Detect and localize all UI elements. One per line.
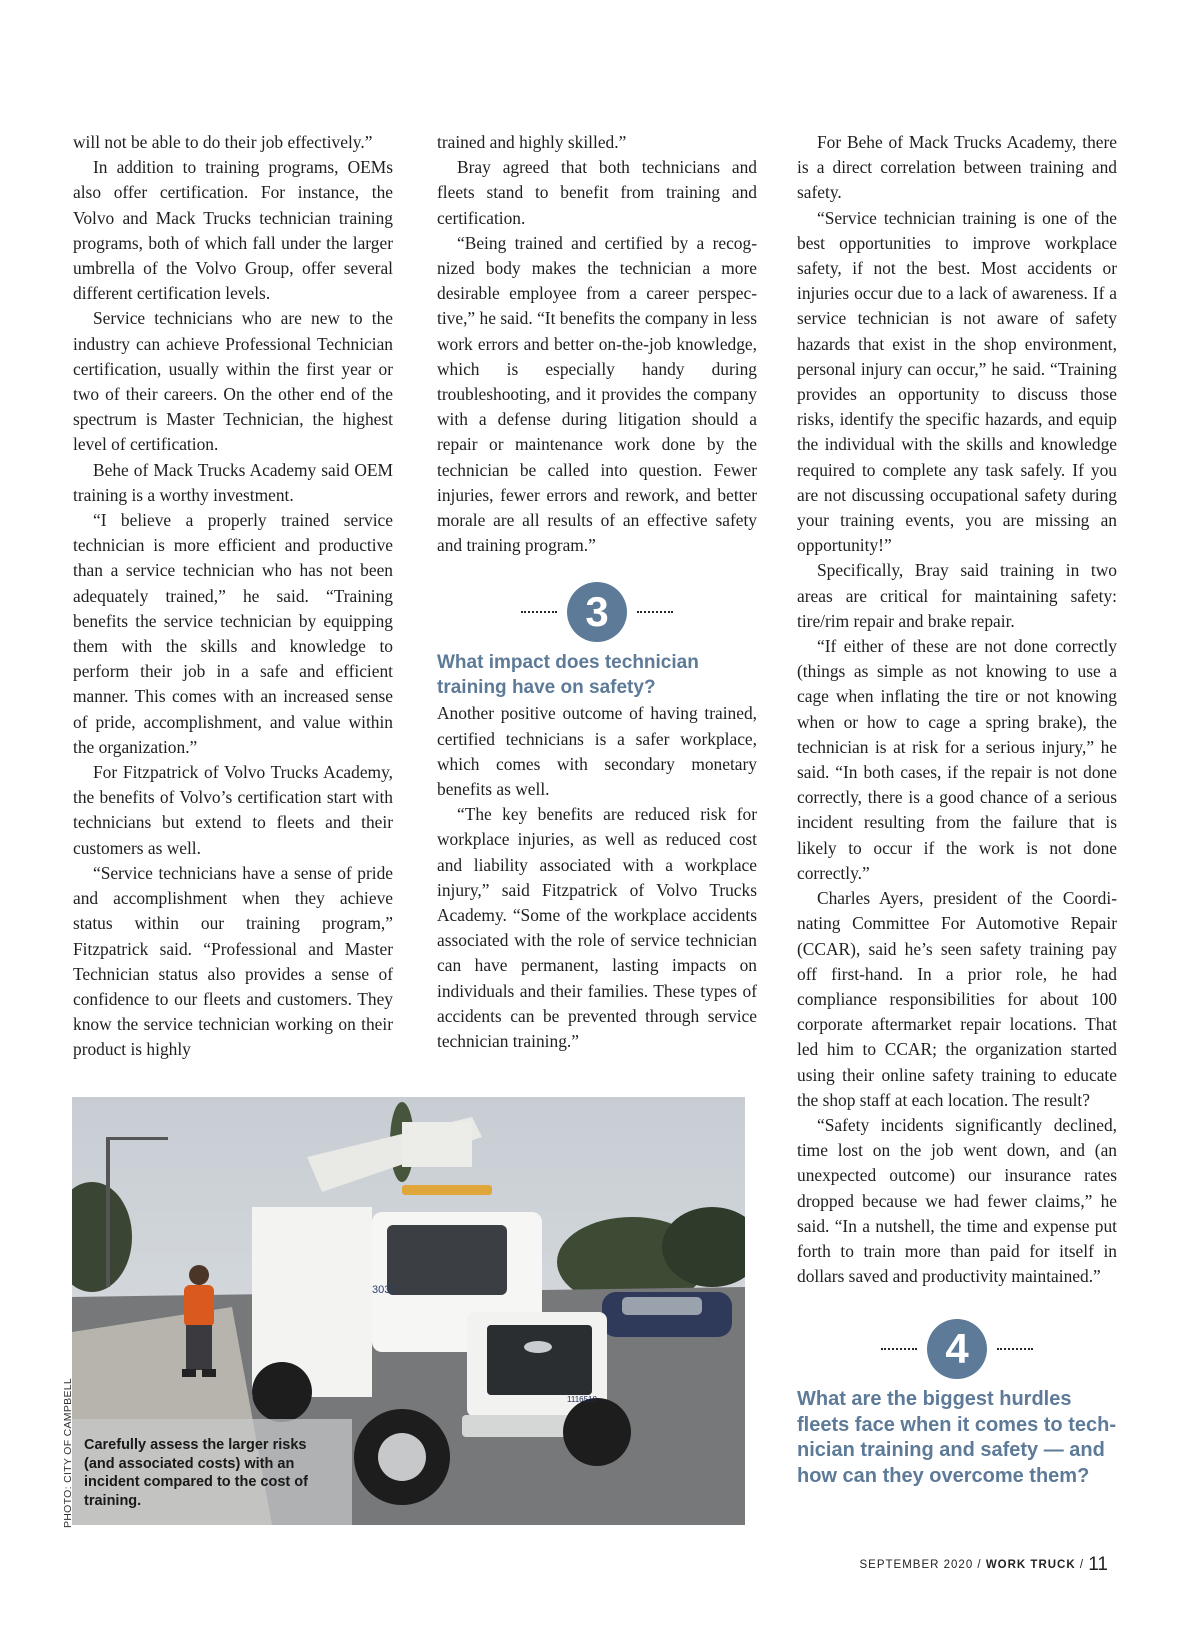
- section-3-heading: What impact does technician training have on safety?: [437, 652, 699, 699]
- paragraph: “I believe a properly trained service technician is more efficient and productive than a service technician who has not been adequately trained,” he said. “Training benefits the service technician by equipping them with the skills and knowledge to perform their job in a safe and efficient manner. This comes with an increased sense of pride, accomplishment, and value within the organization.”: [73, 510, 393, 757]
- paragraph: trained and highly skilled.”: [437, 132, 627, 152]
- paragraph: Another positive outcome of having trained, certified technicians is a safer workplace, which comes with secondary monetary benefits as well.: [437, 703, 757, 800]
- page-number: 11: [1088, 1554, 1108, 1575]
- photo-credit: PHOTO: CITY OF CAMPBELL: [62, 1377, 74, 1528]
- paragraph: “The key benefits are reduced risk for workplace injuries, as well as reduced cost and liability associated with a workplace injury,” said Fitzpatrick of Volvo Trucks Academy. “Some of the workplace accidents associated with the role of service technician can have permanent, lasting impacts on individuals and their families. These types of accidents can be prevented through service technician training.”: [437, 804, 757, 1052]
- paragraph: For Fitzpatrick of Volvo Trucks Academy, the benefits of Volvo’s certification start with technicians but extend to fleets and their customers as well.: [73, 762, 393, 858]
- issue-date: SEPTEMBER 2020: [859, 1559, 974, 1571]
- paragraph: Specifically, Bray said training in two areas are critical for maintaining safety: tire/rim repair and brake repair.: [797, 560, 1117, 631]
- paragraph: Behe of Mack Trucks Academy said OEM training is a worthy investment.: [73, 459, 393, 505]
- footer-separator: /: [973, 1559, 986, 1571]
- dotted-rule-left: [521, 611, 557, 613]
- dotted-rule-right: [997, 1348, 1033, 1350]
- photo-caption: Carefully assess the larger risks (and associated costs) with an incident compared to the cost of training.: [84, 1437, 308, 1509]
- paragraph: “Service technician training is one of the best opportunities to improve workplace safety, if not the best. Most accidents or injuries occur due to a lack of awareness. If a service technician is not aware of safety hazards that exist in the shop environment, personal injury can occur,” he said. “Training provides an opportunity to discuss those risks, identify the specific hazards, and equip the individual with the skills and knowledge required to complete any task safely. If you are not discussing occupational safety during your training events, you are missing an opportunity!”: [797, 207, 1117, 556]
- article-column-2: [437, 130, 757, 1054]
- paragraph: For Behe of Mack Trucks Academy, there is a direct correlation between training and safety.: [797, 132, 1117, 203]
- section-4-marker: [797, 1319, 1117, 1379]
- truck-number: 3030: [372, 1284, 397, 1296]
- dotted-rule-left: [881, 1348, 917, 1350]
- paragraph: will not be able to do their job effectively.”: [73, 132, 373, 152]
- paragraph: “Being trained and certified by a recognized body makes the technician a more desirable employee from a career perspective,” he said. “It benefits the company in less work errors and better on-the-job knowledge, which is especially handy during troubleshooting, and it provides the company with a defense during litigation should a repair or maintenance work done by the technician be called into question. Fewer injuries, fewer errors and rework, and better morale are all results of an effective safety and training program.”: [437, 232, 757, 556]
- paragraph: “If either of these are not done correctly (things as simple as not knowing to use a cage when inflating the tire or not knowing when or how to cage a spring brake), the technician is at risk for a serious injury,” he said. “In both cases, if the repair is not done correctly, there is a good chance of a serious incident resulting from the failure that is likely to occur if the work is not done correctly.”: [797, 636, 1117, 883]
- paragraph: Service technicians who are new to the industry can achieve Professional Technician certification, usually within the first year or two of their careers. On the other end of the spectrum is Master Technician, the highest level of certification.: [73, 308, 393, 455]
- paragraph: Bray agreed that both technicians and fleets stand to benefit from training and certification.: [437, 157, 757, 228]
- license-plate: 1116518: [567, 1395, 597, 1404]
- section-number-3: 3: [567, 582, 627, 642]
- paragraph: Charles Ayers, president of the Coordinating Committee For Automotive Repair (CCAR), said he’s seen safety training pay off first-hand. In a prior role, he had compliance responsibilities for about 100 corporate aftermarket repair locations. That led him to CCAR; the organization started using their online safety training to educate the shop staff at each location. The result?: [797, 888, 1117, 1110]
- magazine-name: WORK TRUCK: [985, 1559, 1076, 1571]
- article-column-1: [73, 130, 393, 1063]
- section-4-heading: What are the biggest hurdles fleets face when it comes to technician training and safety — and how can they overcome them?: [797, 1388, 1116, 1487]
- section-3-marker: [437, 582, 757, 642]
- footer-separator: /: [1075, 1559, 1089, 1571]
- article-column-3: [797, 130, 1117, 1490]
- paragraph: “Service technicians have a sense of pride and accomplishment when they achieve status within our training program,” Fitzpatrick said. “Professional and Master Technician status also provides a sense of confidence to our fleets and customers. They know the service technician working on their product is highly: [73, 862, 393, 1060]
- section-number-4: 4: [927, 1319, 987, 1379]
- paragraph: In addition to training programs, OEMs also offer certification. For instance, the Volvo and Mack Trucks technician training programs, both of which fall under the larger umbrella of the Volvo Group, offer several different certification levels.: [73, 157, 393, 304]
- page-footer: [860, 1554, 1109, 1576]
- dotted-rule-right: [637, 611, 673, 613]
- paragraph: “Safety incidents significantly declined, time lost on the job went down, and (an unexpected outcome) our insurance rates dropped because we had fewer claims,” he said. “In a nutshell, the time and expense put forth to train more than paid for itself in dollars saved and productivity maintained.”: [797, 1114, 1117, 1287]
